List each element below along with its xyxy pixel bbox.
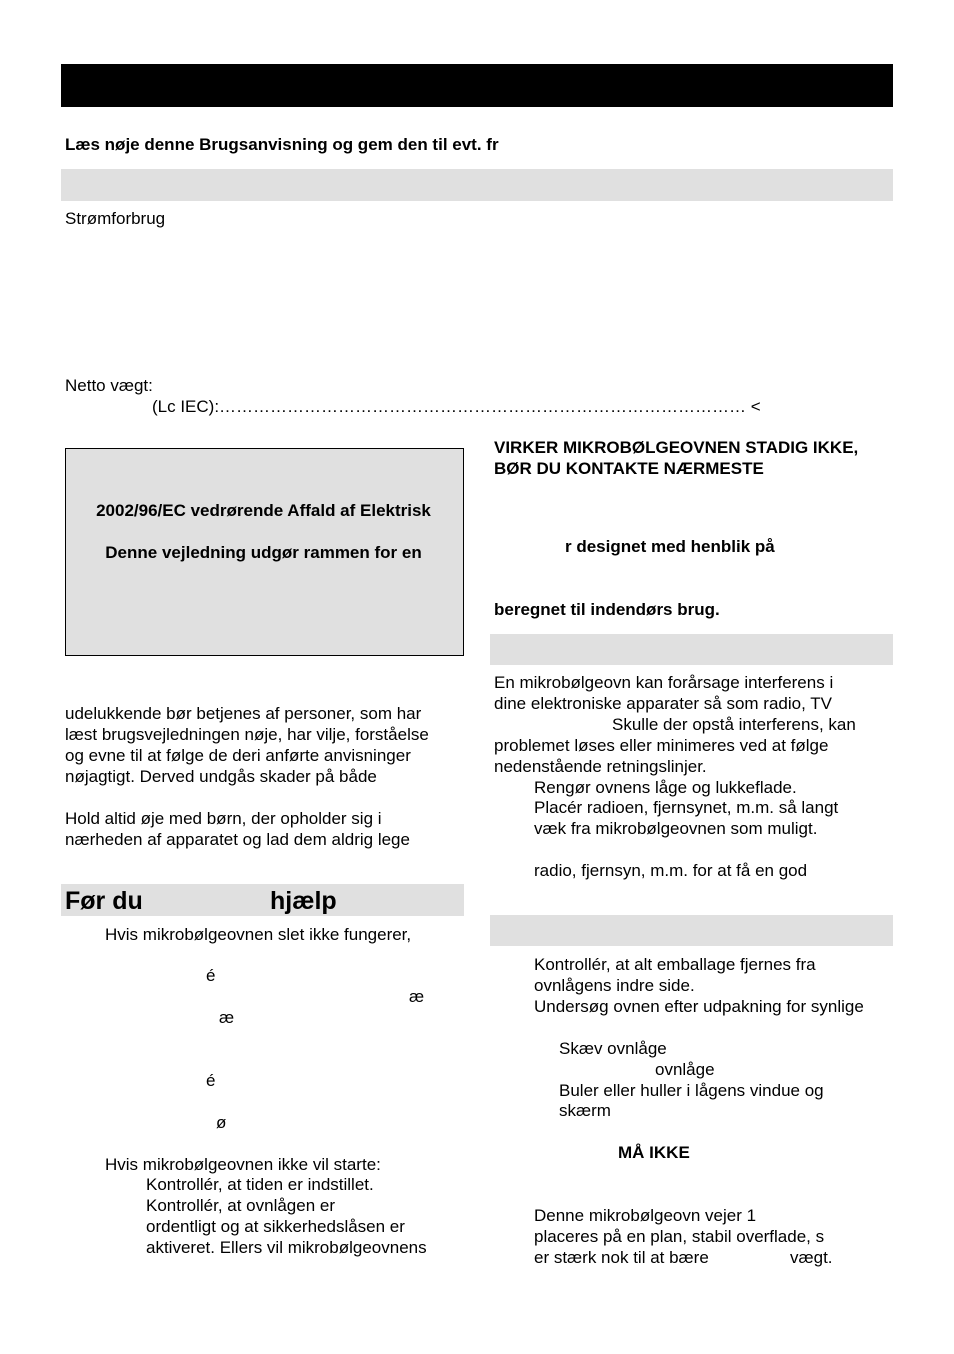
- interference-line: En mikrobølgeovn kan forårsage interferens i: [494, 673, 834, 692]
- not-start-text: Hvis mikrobølgeovnen ikke vil starte:: [105, 1155, 381, 1174]
- weight-line: Denne mikrobølgeovn vejer 1: [534, 1206, 757, 1225]
- must-not-text: MÅ IKKE: [618, 1143, 690, 1162]
- installation-header-band: [490, 915, 893, 946]
- power-label: Strømforbrug: [65, 209, 166, 228]
- left-p1-line: nøjagtigt. Derved undgås skader på både: [65, 767, 377, 786]
- indoor-text: beregnet til indendørs brug.: [494, 600, 720, 619]
- interference-line: dine elektroniske apparater så som radio, TV: [494, 694, 832, 713]
- lc-iec-label: (Lc IEC):………………………………………………………………………………… <: [152, 397, 761, 416]
- intro-text: Læs nøje denne Brugsanvisning og gem den til evt. fr: [65, 135, 499, 154]
- troubleshoot-heading-a: Før du: [65, 887, 143, 915]
- interference-line: Skulle der opstå interferens, kan: [612, 715, 856, 734]
- install-line: ovnlågens indre side.: [534, 976, 695, 995]
- not-start-bullet: aktiveret. Ellers vil mikrobølgeovnens: [146, 1238, 427, 1257]
- install-line: Undersøg ovnen efter udpakning for synlige: [534, 997, 864, 1016]
- left-p2-line: Hold altid øje med børn, der opholder sig i: [65, 809, 382, 828]
- damage-item: Skæv ovnlåge: [559, 1039, 667, 1058]
- warning-line-2: BØR DU KONTAKTE NÆRMESTE: [494, 459, 764, 478]
- warning-line-1: VIRKER MIKROBØLGEOVNEN STADIG IKKE,: [494, 438, 859, 457]
- fragment-text: ø: [216, 1113, 227, 1132]
- not-working-text: Hvis mikrobølgeovnen slet ikke fungerer,: [105, 925, 412, 944]
- damage-item: Buler eller huller i lågens vindue og: [559, 1081, 824, 1100]
- specs-header-band: [61, 169, 893, 201]
- interference-bullet: radio, fjernsyn, m.m. for at få en god: [534, 861, 808, 880]
- not-start-bullet: ordentligt og at sikkerhedslåsen er: [146, 1217, 405, 1236]
- left-p1-line: udelukkende bør betjenes af personer, som har: [65, 704, 422, 723]
- weight-line: er stærk nok til at bære: [534, 1248, 709, 1267]
- fragment-text: é: [206, 966, 216, 985]
- interference-header-band: [490, 634, 893, 665]
- damage-item: ovnlåge: [655, 1060, 715, 1079]
- net-weight-label: Netto vægt:: [65, 376, 153, 395]
- weight-line: vægt.: [790, 1248, 833, 1267]
- install-line: Kontrollér, at alt emballage fjernes fra: [534, 955, 816, 974]
- interference-bullet: Placér radioen, fjernsynet, m.m. så langt: [534, 798, 839, 817]
- interference-line: problemet løses eller minimeres ved at følge: [494, 736, 829, 755]
- not-start-bullet: Kontrollér, at tiden er indstillet.: [146, 1175, 374, 1194]
- troubleshoot-heading-b: hjælp: [270, 887, 337, 915]
- fragment-text: æ: [409, 987, 425, 1006]
- weee-line-1: 2002/96/EC vedrørende Affald af Elektrisk: [96, 501, 431, 520]
- fragment-text: æ: [219, 1008, 235, 1027]
- left-p1-line: og evne til at følge de deri anførte anvisninger: [65, 746, 411, 765]
- not-start-bullet: Kontrollér, at ovnlågen er: [146, 1196, 336, 1215]
- interference-bullet: Rengør ovnens låge og lukkeflade.: [534, 778, 797, 797]
- damage-item: skærm: [559, 1101, 611, 1120]
- weight-line: placeres på en plan, stabil overflade, s: [534, 1227, 825, 1246]
- fragment-text: é: [206, 1071, 216, 1090]
- interference-line: nedenstående retningslinjer.: [494, 757, 707, 776]
- left-p1-line: læst brugsvejledningen nøje, har vilje, forståelse: [65, 725, 429, 744]
- left-p2-line: nærheden af apparatet og lad dem aldrig lege: [65, 830, 410, 849]
- interference-bullet: væk fra mikrobølgeovnen som muligt.: [534, 819, 818, 838]
- weee-line-2: Denne vejledning udgør rammen for en: [105, 543, 422, 562]
- header-bar: [61, 64, 893, 107]
- designed-text: r designet med henblik på: [565, 537, 775, 556]
